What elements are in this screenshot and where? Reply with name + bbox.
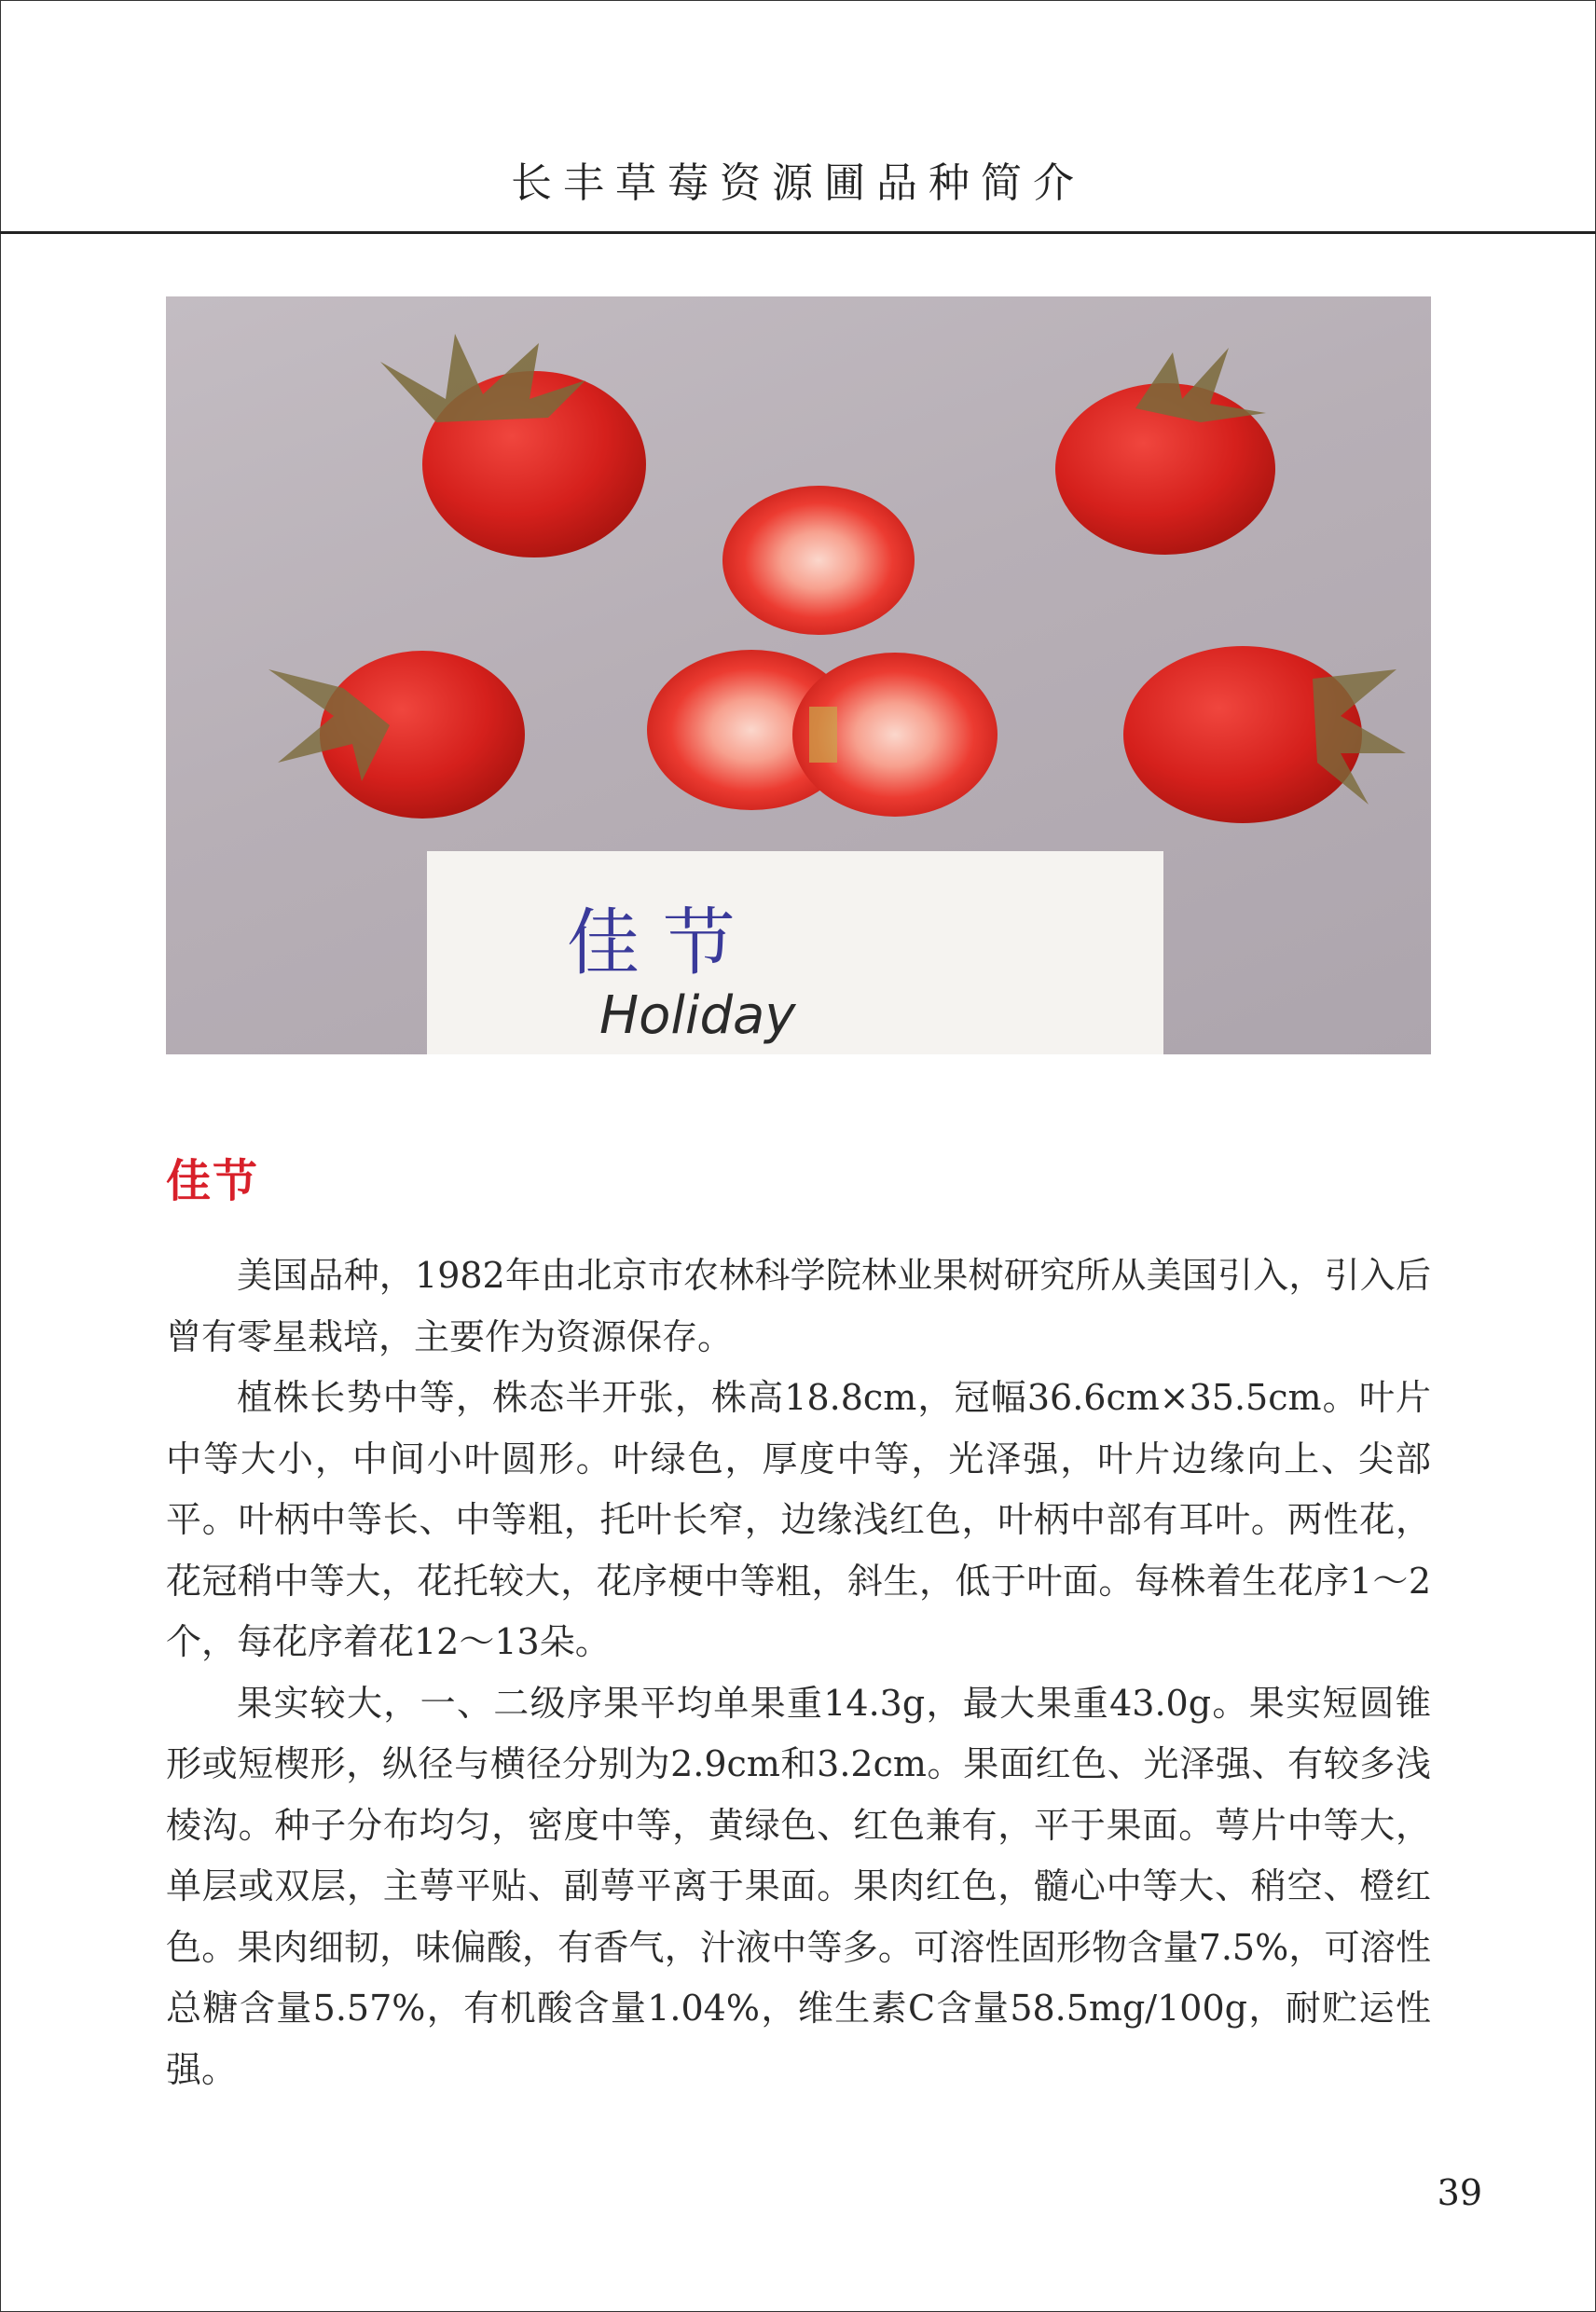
- page-number: 39: [1437, 2172, 1482, 2213]
- paragraph-plant: 植株长势中等，株态半开张，株高18.8cm，冠幅36.6cm×35.5cm。叶片中等大小，中间小叶圆形。叶绿色，厚度中等，光泽强，叶片边缘向上、尖部平。叶柄中等长、中等粗，托叶长窄，边缘浅红色，叶柄中部有耳叶。两性花，花冠稍中等大，花托较大，花序梗中等粗，斜生，低于叶面。每株着生花序1～2个，每花序着花12～13朵。: [166, 1377, 1431, 1662]
- whole-strawberry-top-left: [380, 334, 646, 557]
- label-card: [427, 851, 1163, 1054]
- variety-title: 佳节: [166, 1155, 260, 1207]
- sliced-strawberry-round: [722, 486, 915, 635]
- label-chinese: 佳 节: [567, 901, 736, 985]
- strawberry-photo: [166, 296, 1431, 1054]
- whole-strawberry-top-right: [1055, 348, 1275, 555]
- variety-description: [166, 1245, 1431, 2100]
- running-header: [0, 0, 1596, 234]
- paragraph-origin: 美国品种，1982年由北京市农林科学院林业果树研究所从美国引入，引入后曾有零星栽培，主要作为资源保存。: [166, 1255, 1431, 1357]
- header-title: 长丰草莓资源圃品种简介: [511, 159, 1085, 207]
- whole-strawberry-bottom-right: [1123, 646, 1406, 823]
- halved-strawberry: [647, 650, 998, 817]
- label-english: Holiday: [599, 985, 796, 1046]
- strawberry-illustration: [166, 296, 1431, 1054]
- paragraph-fruit: 果实较大，一、二级序果平均单果重14.3g，最大果重43.0g。果实短圆锥形或短楔形，纵径与横径分别为2.9cm和3.2cm。果面红色、光泽强、有较多浅棱沟。种子分布均匀，密度中等，黄绿色、红色兼有，平于果面。萼片中等大，单层或双层，主萼平贴、副萼平离于果面。果肉红色，髓心中等大、稍空、橙红色。果肉细韧，味偏酸，有香气，汁液中等多。可溶性固形物含量7.5%，可溶性总糖含量5.57%，有机酸含量1.04%，维生素C含量58.5mg/100g，耐贮运性强。: [166, 1682, 1431, 2090]
- whole-strawberry-bottom-left: [268, 651, 525, 819]
